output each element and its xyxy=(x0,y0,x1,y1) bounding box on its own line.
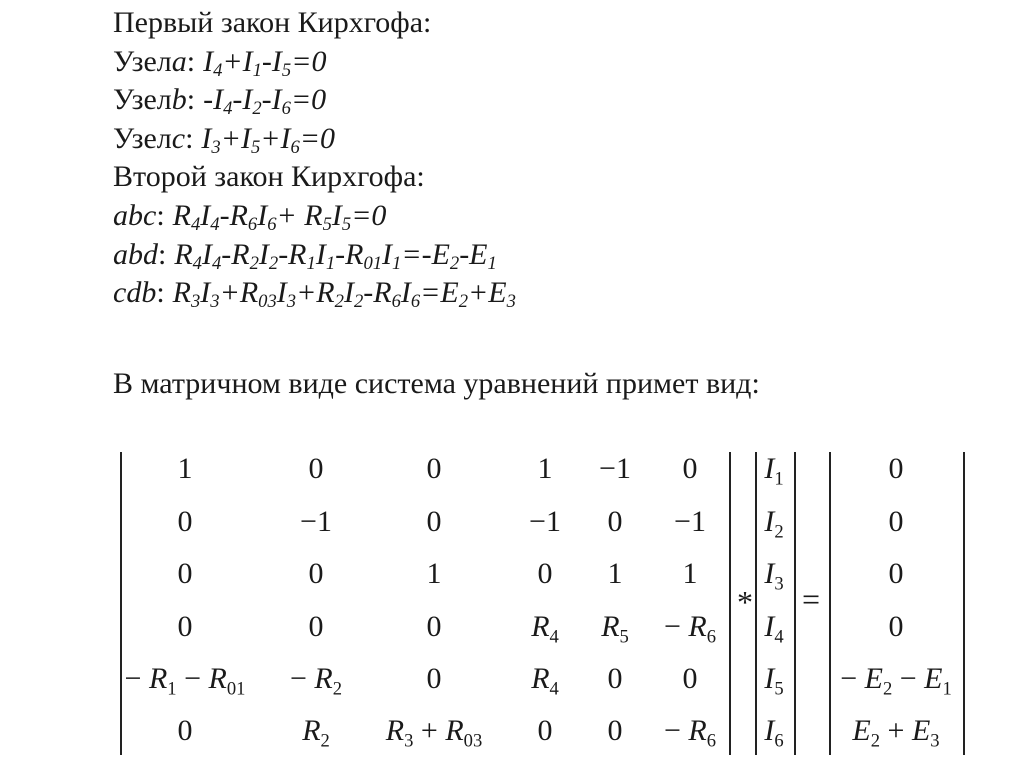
loop-equation-formula: $R_4I_4-R_6I_6+ R_5I_5=0$ xyxy=(172,198,387,236)
unknown-vector-cell: $I_5$ xyxy=(764,662,784,700)
node-equation-label: Узел xyxy=(113,121,172,155)
equals-symbol: = xyxy=(802,581,821,617)
vector-right-bar xyxy=(794,452,796,755)
node-equation-label: Узел xyxy=(113,83,172,117)
matrix-cell: 0 xyxy=(177,557,193,590)
rhs-vector-cell: − $E_2 - E_1$ xyxy=(840,662,952,700)
matrix-cell: 1 xyxy=(607,557,623,590)
node-equation-formula: $I_3+I_5+I_6=0$ xyxy=(201,121,336,158)
node-name: a xyxy=(171,44,187,78)
unknown-vector-cell: $I_6$ xyxy=(764,714,784,752)
matrix-cell: $R_4$ xyxy=(531,610,559,648)
matrix-cell: 1 xyxy=(537,452,553,485)
matrix-cell: 1 xyxy=(177,452,193,485)
loop-equation-label: abd xyxy=(113,237,158,271)
matrix-cell: − $R_1 - R_{01}$ xyxy=(124,662,246,700)
matrix-cell: 0 xyxy=(177,505,193,538)
matrix-cell: 0 xyxy=(607,662,623,695)
label-colon: : xyxy=(156,198,165,232)
unknown-vector-cell: $I_3$ xyxy=(764,557,784,595)
rhs-vector-cell: 0 xyxy=(888,452,904,485)
loop-equation-label: cdb xyxy=(113,276,157,310)
unknown-vector-cell: $I_4$ xyxy=(764,610,784,648)
matrix-cell: $R_2$ xyxy=(302,714,330,752)
matrix-cell: 0 xyxy=(177,714,193,747)
matrix-cell: 0 xyxy=(308,557,324,590)
matrix-cell: 0 xyxy=(607,714,623,747)
matrix-cell: 0 xyxy=(607,505,623,538)
rhs-vector-cell: 0 xyxy=(888,557,904,590)
matrix-cell: 0 xyxy=(426,505,442,538)
first-law-heading: Первый закон Кирхгофа: xyxy=(113,6,432,39)
unknown-vector-cell: $I_2$ xyxy=(764,505,784,543)
matrix-right-bar xyxy=(729,452,731,755)
node-equation-formula: $-I_4-I_2-I_6=0$ xyxy=(203,83,327,120)
matrix-intro-text: В матричном виде система уравнений примет вид: xyxy=(113,367,760,400)
label-colon: : xyxy=(186,83,196,117)
node-equation-label: Узел xyxy=(113,44,172,78)
matrix-cell: 0 xyxy=(682,662,698,695)
matrix-cell: 0 xyxy=(426,662,442,695)
label-colon: : xyxy=(185,121,194,155)
matrix-cell: 0 xyxy=(426,610,442,643)
label-colon: : xyxy=(158,237,167,271)
node-name: c xyxy=(171,121,186,155)
matrix-cell: − $R_6$ xyxy=(663,610,717,648)
label-colon: : xyxy=(186,44,196,78)
matrix-left-bar xyxy=(120,452,122,755)
unknown-vector-cell: $I_1$ xyxy=(764,452,784,490)
matrix-cell: −1 xyxy=(674,505,706,538)
matrix-cell: − $R_6$ xyxy=(663,714,717,752)
matrix-cell: 0 xyxy=(308,610,324,643)
label-colon: : xyxy=(156,276,165,310)
matrix-cell: 0 xyxy=(308,452,324,485)
loop-equation-label: abc xyxy=(113,198,157,232)
rhs-vector-cell: $E_2 + E_3$ xyxy=(852,714,940,752)
matrix-cell: −1 xyxy=(599,452,631,485)
matrix-cell: −1 xyxy=(300,505,332,538)
matrix-cell: $R_5$ xyxy=(601,610,629,648)
matrix-cell: − $R_2$ xyxy=(289,662,343,700)
matrix-cell: 0 xyxy=(426,452,442,485)
matrix-cell: $R_4$ xyxy=(531,662,559,700)
vector-left-bar xyxy=(755,452,757,755)
second-law-heading: Второй закон Кирхгофа: xyxy=(113,160,425,194)
loop-equation-formula: $R_3I_3+R_{03}I_3+R_2I_2-R_6I_6=E_2+E_3$ xyxy=(172,276,516,313)
matrix-cell: 1 xyxy=(682,557,698,590)
rhs-left-bar xyxy=(829,452,831,755)
loop-equation-formula: $R_4I_4-R_2I_2-R_1I_1-R_{01}I_1=-E_2-E_1$ xyxy=(174,237,497,274)
node-equation-formula: $I_4+I_1-I_5=0$ xyxy=(203,44,327,81)
rhs-vector-cell: 0 xyxy=(888,610,904,643)
matrix-cell: $R_3 + R_{03}$ xyxy=(385,714,483,752)
matrix-cell: 0 xyxy=(177,610,193,643)
matrix-cell: −1 xyxy=(529,505,561,538)
rhs-vector-cell: 0 xyxy=(888,505,904,538)
matrix-cell: 1 xyxy=(426,557,442,590)
matrix-cell: 0 xyxy=(537,714,553,747)
multiply-symbol: * xyxy=(737,584,753,620)
matrix-cell: 0 xyxy=(682,452,698,485)
rhs-right-bar xyxy=(963,452,965,755)
matrix-cell: 0 xyxy=(537,557,553,590)
node-name: b xyxy=(171,83,187,117)
